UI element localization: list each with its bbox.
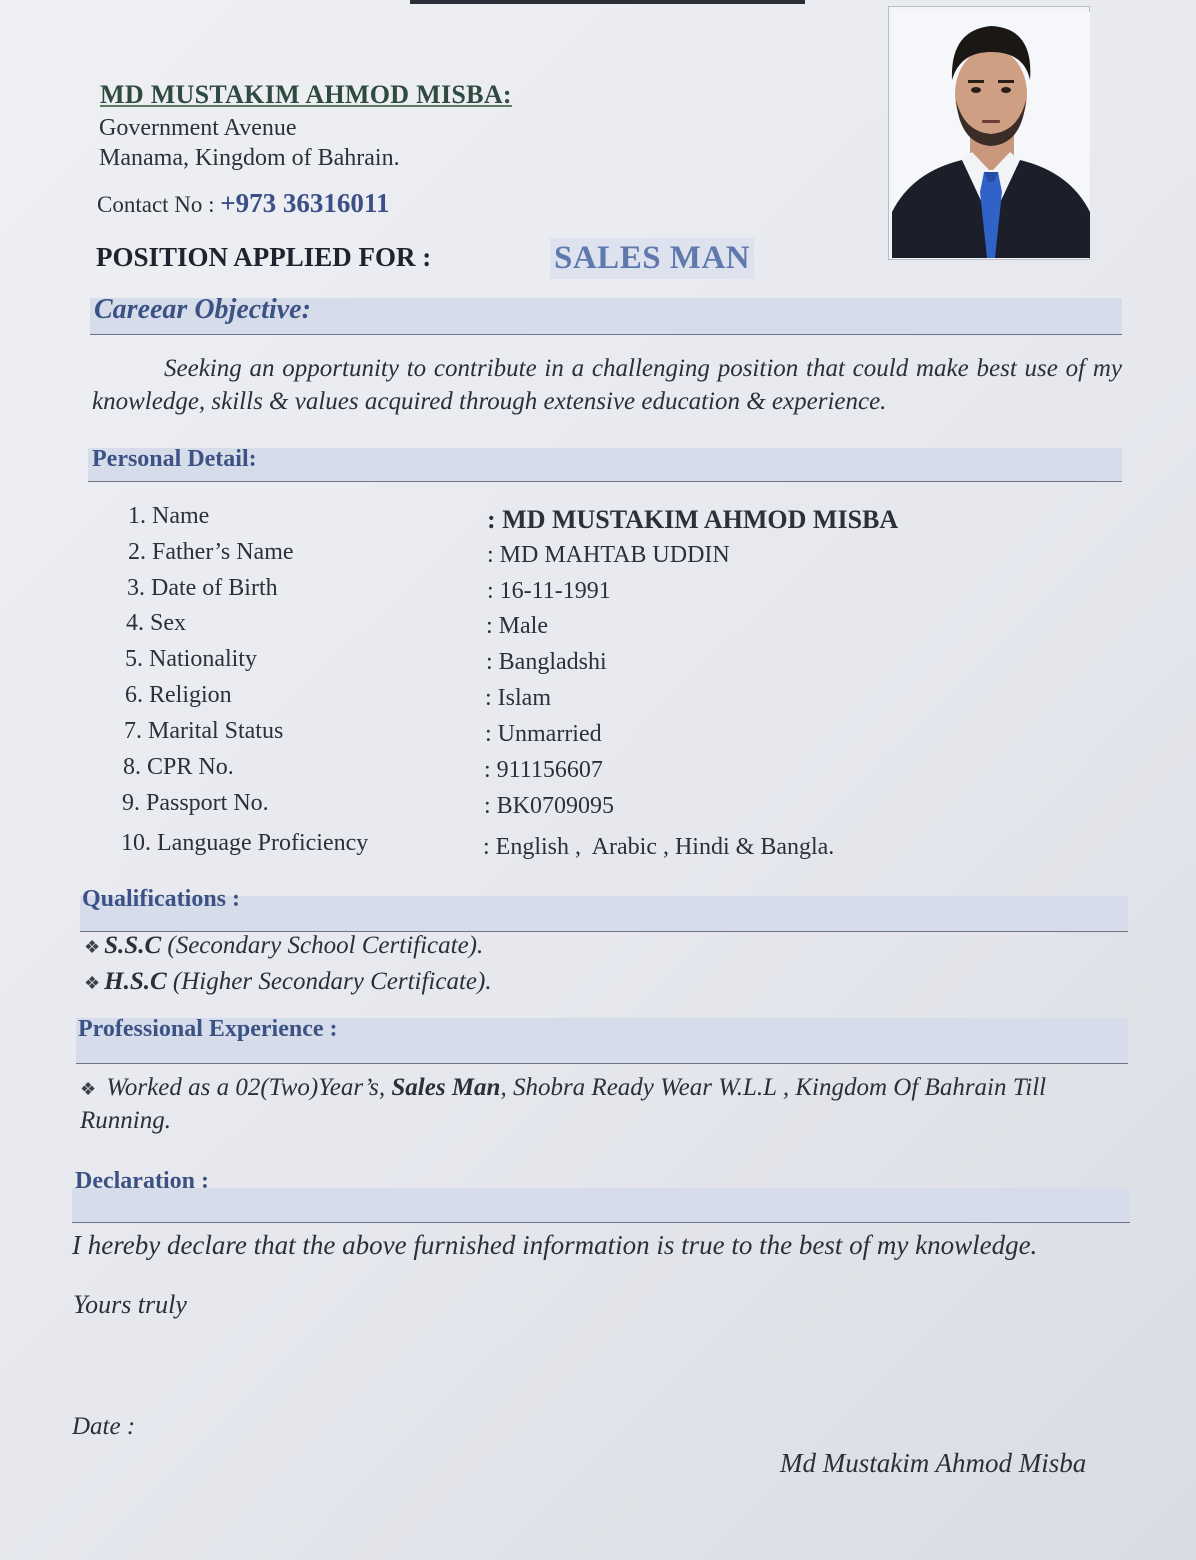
label-passport-no: 9. Passport No. <box>122 790 269 816</box>
address-line-1: Government Avenue <box>99 115 297 141</box>
qualifications-title: Qualifications : <box>82 886 241 912</box>
value-religion: : Islam <box>485 685 551 711</box>
diamond-bullet-icon: ❖ <box>84 937 101 957</box>
closing-text: Yours truly <box>73 1290 187 1319</box>
experience-suffix: , Shobra Ready Wear W.L.L , Kingdom Of Bahrain Till Running. <box>80 1074 1047 1134</box>
objective-text: Seeking an opportunity to contribute in a challenging position that could make best use of my knowledge, skills & values acquired through extensive education & experience. <box>92 355 1122 415</box>
qualification-abbr: H.S.C <box>104 968 167 995</box>
value-date-of-birth: : 16-11-1991 <box>487 578 611 604</box>
label-fathers-name: 2. Father’s Name <box>128 539 294 565</box>
signature-name: Md Mustakim Ahmod Misba <box>780 1448 1087 1478</box>
label-language-proficiency: 10. Language Proficiency <box>121 830 369 856</box>
diamond-bullet-icon: ❖ <box>80 1079 97 1099</box>
label-name: 1. Name <box>128 503 210 529</box>
position-value: SALES MAN <box>550 238 754 279</box>
qualification-item <box>84 932 483 960</box>
contact-number: +973 36316011 <box>220 188 390 218</box>
contact-label: Contact No : <box>97 192 221 217</box>
label-date-of-birth: 3. Date of Birth <box>127 575 278 601</box>
profile-photo <box>892 12 1090 258</box>
experience-prefix: Worked as a 02(Two)Year’s, <box>106 1074 392 1101</box>
objective-title: Careear Objective: <box>94 294 311 325</box>
declaration-title: Declaration : <box>75 1168 209 1194</box>
experience-item <box>80 1072 1130 1137</box>
declaration-text: I hereby declare that the above furnished information is true to the best of my knowledge. <box>72 1230 1038 1260</box>
contact-line <box>97 188 389 219</box>
value-nationality: : Bangladshi <box>486 649 607 675</box>
value-name: : MD MUSTAKIM AHMOD MISBA <box>487 505 899 534</box>
qualification-desc: (Secondary School Certificate). <box>161 932 484 959</box>
label-cpr-no: 8. CPR No. <box>123 754 234 780</box>
value-language-proficiency: : English , Arabic , Hindi & Bangla. <box>483 834 835 860</box>
value-passport-no: : BK0709095 <box>484 793 615 819</box>
label-sex: 4. Sex <box>126 610 186 636</box>
experience-role: Sales Man <box>391 1074 501 1101</box>
top-border-bar <box>410 0 805 4</box>
profile-photo-graphic <box>892 12 1090 258</box>
position-label: POSITION APPLIED FOR : <box>96 242 432 272</box>
address-line-2: Manama, Kingdom of Bahrain. <box>99 145 400 171</box>
date-label: Date : <box>72 1413 136 1440</box>
value-cpr-no: : 911156607 <box>484 757 603 783</box>
value-sex: : Male <box>486 613 548 639</box>
value-fathers-name: : MD MAHTAB UDDIN <box>487 542 730 568</box>
qualification-item <box>84 968 492 996</box>
personal-title: Personal Detail: <box>92 446 257 472</box>
qualification-desc: (Higher Secondary Certificate). <box>166 968 492 995</box>
label-nationality: 5. Nationality <box>125 646 257 672</box>
label-religion: 6. Religion <box>125 682 232 708</box>
declaration-section-band <box>72 1188 1130 1223</box>
qualification-abbr: S.S.C <box>104 932 162 959</box>
label-marital-status: 7. Marital Status <box>124 718 284 744</box>
applicant-name-heading: MD MUSTAKIM AHMOD MISBA: <box>100 80 512 109</box>
value-marital-status: : Unmarried <box>485 721 602 747</box>
diamond-bullet-icon: ❖ <box>84 973 101 993</box>
experience-title: Professional Experience : <box>78 1016 338 1042</box>
